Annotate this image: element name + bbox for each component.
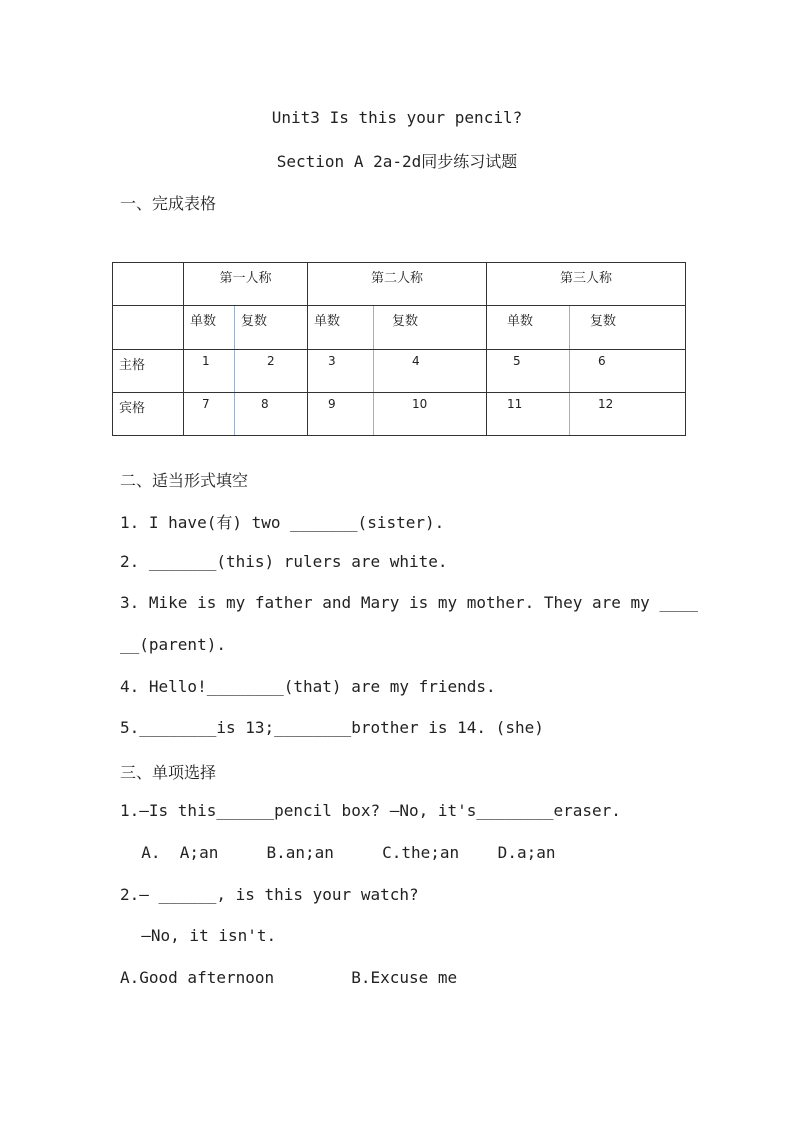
table-corner-cell	[113, 263, 184, 306]
table-sub-row	[113, 306, 686, 349]
document-subtitle: Section A 2a-2d同步练习试题	[276, 152, 518, 171]
question-item: 5.________is 13;________brother is 14. (she)	[120, 718, 544, 737]
table-cell: 9	[308, 392, 374, 435]
question-item: 2.— ______, is this your watch?	[120, 885, 419, 904]
question-item: 1.—Is this______pencil box? —No, it's________eraser.	[120, 801, 621, 820]
question-item: 3. Mike is my father and Mary is my mother. They are my ____	[120, 593, 698, 612]
sub-singular: 单数	[308, 306, 374, 349]
table-cell: 6	[570, 349, 686, 392]
sub-singular: 单数	[487, 306, 570, 349]
document-title: Unit3 Is this your pencil?	[271, 108, 523, 127]
answer-options: A.Good afternoon B.Excuse me	[120, 968, 458, 987]
answer-options: A. A;an B.an;an C.the;an D.a;an	[122, 843, 556, 862]
row-label-nominative: 主格	[113, 349, 184, 392]
table-row-label-empty	[113, 306, 184, 349]
sub-plural: 复数	[374, 306, 487, 349]
sub-plural: 复数	[570, 306, 686, 349]
question-item: 2. _______(this) rulers are white.	[120, 552, 448, 571]
header-first-person: 第一人称	[184, 263, 308, 306]
question-item: 1. I have(有) two _______(sister).	[120, 513, 445, 532]
header-third-person: 第三人称	[487, 263, 686, 306]
table-cell: 5	[487, 349, 570, 392]
sub-singular: 单数	[184, 306, 235, 349]
question-item: 4. Hello!________(that) are my friends.	[120, 677, 496, 696]
question-item-continued: __(parent).	[120, 635, 226, 654]
table-cell: 3	[308, 349, 374, 392]
question-item-continued: —No, it isn't.	[122, 926, 277, 945]
table-cell: 10	[374, 392, 487, 435]
table-cell: 4	[374, 349, 487, 392]
section3-heading: 三、单项选择	[120, 763, 217, 782]
table-header-row	[113, 263, 686, 306]
table-cell: 7	[184, 392, 235, 435]
table-row	[113, 392, 686, 435]
table-cell: 8	[235, 392, 308, 435]
table-cell: 2	[235, 349, 308, 392]
table-row	[113, 349, 686, 392]
table-cell: 1	[184, 349, 235, 392]
sub-plural: 复数	[235, 306, 308, 349]
section1-heading: 一、完成表格	[120, 194, 217, 213]
header-second-person: 第二人称	[308, 263, 487, 306]
table-cell: 12	[570, 392, 686, 435]
table-cell: 11	[487, 392, 570, 435]
row-label-objective: 宾格	[113, 392, 184, 435]
section2-heading: 二、适当形式填空	[120, 471, 249, 490]
pronoun-table	[112, 262, 686, 436]
